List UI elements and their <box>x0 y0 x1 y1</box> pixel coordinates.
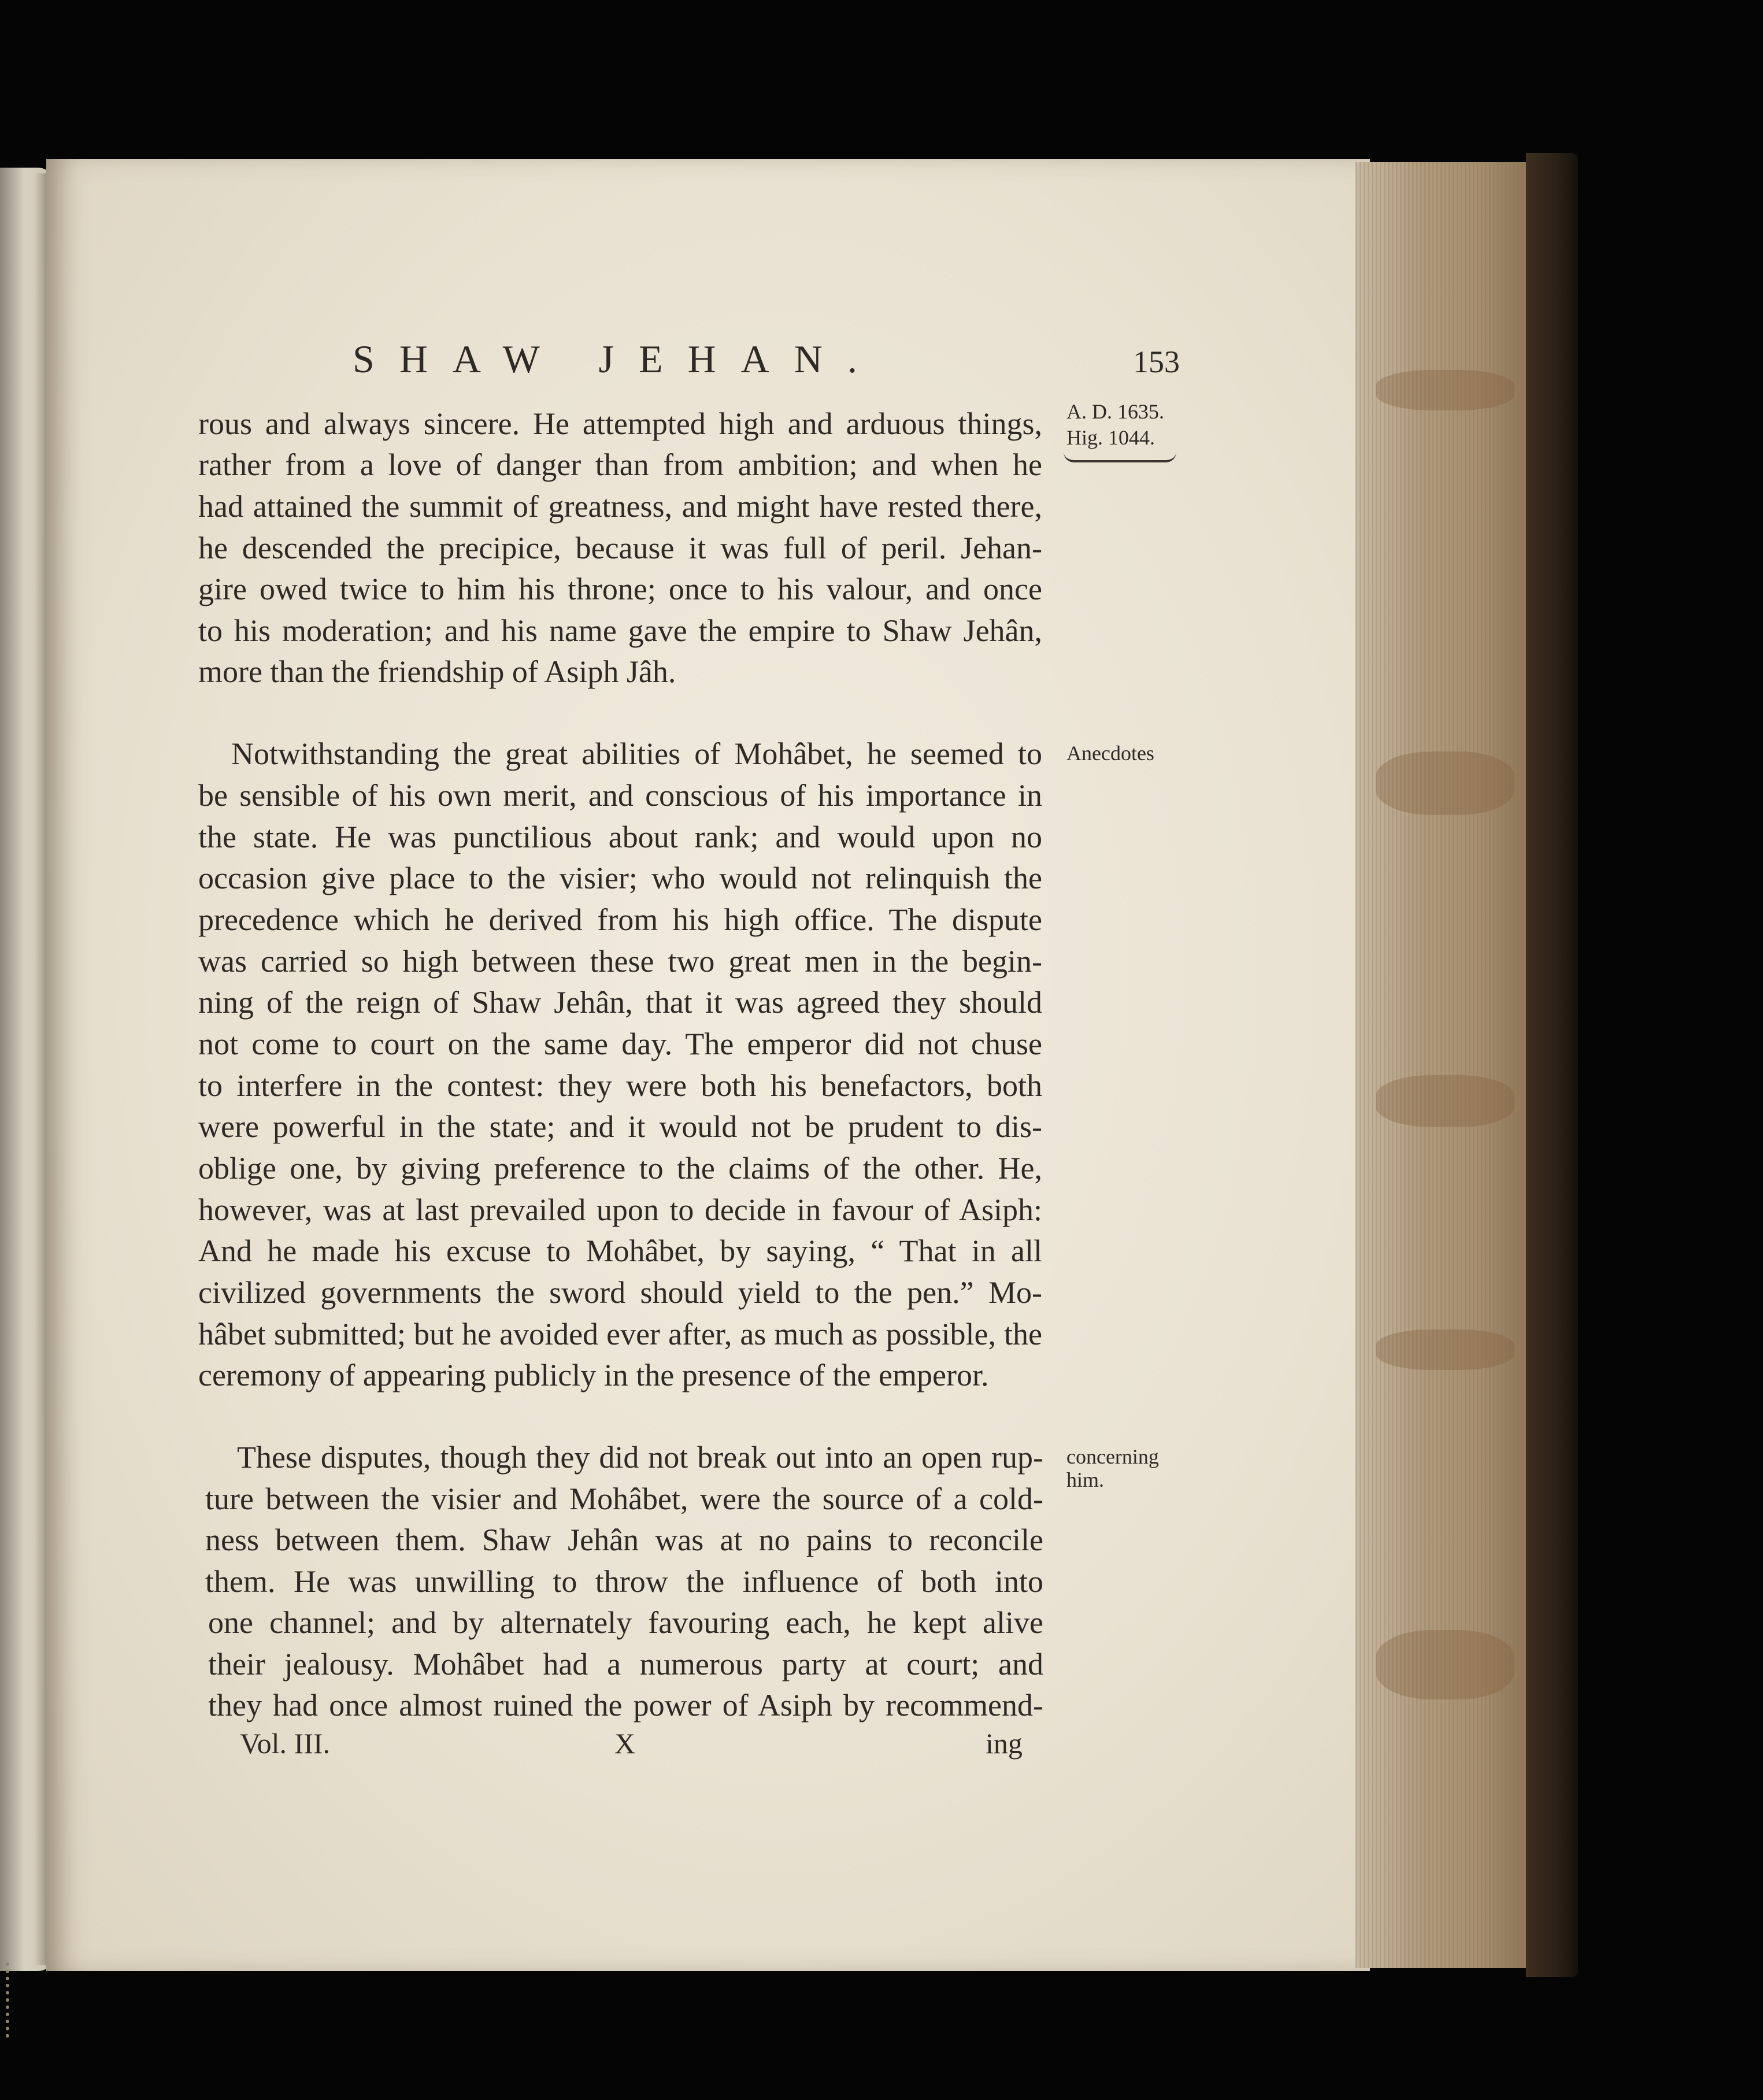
text-line: occasion give place to the visier; who would not relinquish the <box>198 861 1042 895</box>
text-line: ceremony of appearing publicly in the presence of the emperor. <box>198 1358 989 1392</box>
text-line: ning of the reign of Shaw Jehân, that it was agreed they should <box>198 985 1042 1020</box>
edge-stain <box>1376 1075 1514 1127</box>
text-line: hâbet submitted; but he avoided ever after, as much as possible, the <box>198 1317 1042 1351</box>
text-line: their jealousy. Mohâbet had a numerous party at court; and <box>208 1647 1043 1682</box>
running-head: SHAW JEHAN. <box>353 337 882 381</box>
edge-stain <box>1376 370 1514 410</box>
edge-stain <box>1376 1329 1514 1370</box>
sidenote-brace <box>1064 452 1176 462</box>
text-line: however, was at last prevailed upon to decide in favour of Asiph: <box>198 1192 1042 1227</box>
text-line: were powerful in the state; and it would not be prudent to dis- <box>198 1109 1042 1144</box>
text-line: had attained the summit of greatness, and might have rested there, <box>198 489 1042 524</box>
text-line: he descended the precipice, because it was full of peril. Jehan- <box>198 531 1042 565</box>
edge-stain <box>1376 751 1514 815</box>
text-line: These disputes, though they did not break out into an open rup- <box>237 1440 1043 1475</box>
bookmark-string <box>6 1962 50 2038</box>
text-line: to his moderation; and his name gave the empire to Shaw Jehân, <box>198 613 1042 648</box>
text-line: ture between the visier and Mohâbet, were the source of a cold- <box>205 1482 1043 1516</box>
text-line: one channel; and by alternately favouring each, he kept alive <box>208 1605 1043 1640</box>
volume-mark: Vol. III. <box>240 1727 331 1760</box>
text-line: they had once almost ruined the power of Asiph by recommend- <box>208 1688 1043 1723</box>
catchword: ing <box>986 1727 1023 1760</box>
text-line: precedence which he derived from his high office. The dispute <box>198 902 1042 937</box>
text-line: rous and always sincere. He attempted high and arduous things, <box>198 406 1042 441</box>
page-number: 153 <box>1133 345 1180 379</box>
text-line: rather from a love of danger than from ambition; and when he <box>198 447 1042 482</box>
text-line: gire owed twice to him his throne; once to his valour, and once <box>198 572 1042 606</box>
text-line: was carried so high between these two great men in the begin- <box>198 944 1042 979</box>
text-line: Notwithstanding the great abilities of Mohâbet, he seemed to <box>231 736 1042 771</box>
sidenote-concerning: concerning <box>1066 1445 1159 1468</box>
text-line: the state. He was punctilious about rank; and would upon no <box>198 820 1042 854</box>
sidenote-year-hijri: Hig. 1044. <box>1066 426 1155 449</box>
text-line: to interfere in the contest: they were both his benefactors, both <box>198 1068 1042 1103</box>
text-line: not come to court on the same day. The emperor did not chuse <box>198 1027 1042 1061</box>
text-line: them. He was unwilling to throw the influence of both into <box>205 1564 1043 1599</box>
sidenote-anecdotes: Anecdotes <box>1066 742 1154 765</box>
book-cover-board <box>1526 153 1578 1977</box>
sidenote-him: him. <box>1066 1468 1105 1491</box>
text-line: civilized governments the sword should yield to the pen.” Mo- <box>198 1275 1042 1310</box>
text-line: ness between them. Shaw Jehân was at no pains to reconcile <box>205 1523 1043 1557</box>
signature-mark: X <box>614 1727 636 1760</box>
text-line: be sensible of his own merit, and conscious of his importance in <box>198 778 1042 813</box>
text-line: more than the friendship of Asiph Jâh. <box>198 654 676 689</box>
text-line: And he made his excuse to Mohâbet, by saying, “ That in all <box>198 1234 1042 1268</box>
edge-stain <box>1376 1630 1514 1699</box>
text-line: oblige one, by giving preference to the claims of the other. He, <box>198 1151 1042 1186</box>
sidenote-year-ad: A. D. 1635. <box>1066 400 1164 423</box>
